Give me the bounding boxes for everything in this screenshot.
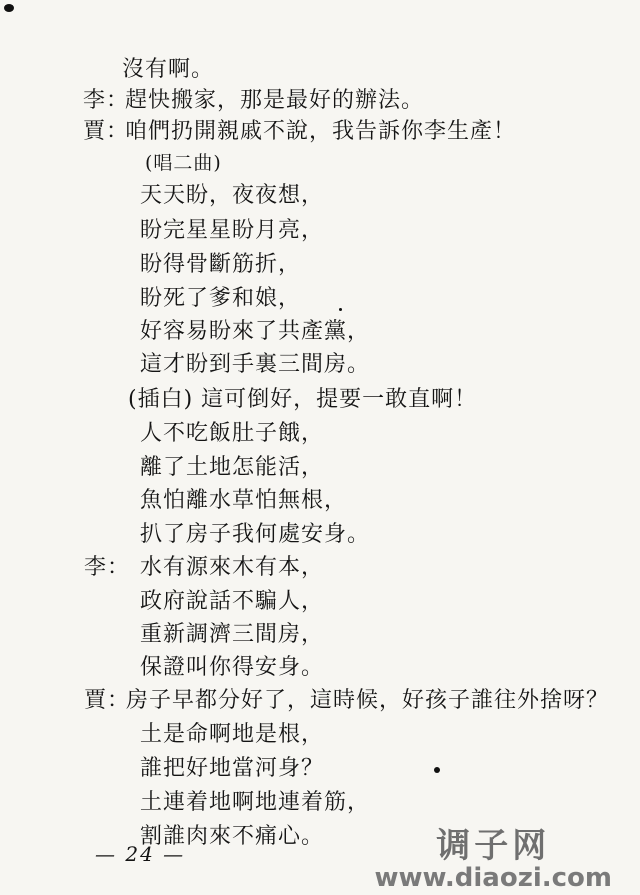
line-19: 保證叫你得安身。	[140, 655, 325, 680]
line-21: 土是命啊地是根，	[140, 722, 325, 747]
scan-smudge	[4, 4, 14, 12]
watermark-url: www.diaozi.com	[374, 863, 612, 893]
watermark-title: 调子网	[436, 826, 551, 866]
speaker-li-verse: 李：	[84, 555, 131, 580]
line-7: 盼得骨斷筋折，	[140, 252, 302, 277]
speaker-jia-2: 賈：	[84, 688, 131, 713]
page-number: — 24 —	[95, 842, 186, 866]
line-3-text: 咱們扔開親戚不說，我告訴你李生產！	[125, 119, 517, 144]
ink-dot	[434, 767, 440, 773]
line-2	[83, 87, 424, 115]
line-14: 魚怕離水草怕無根，	[140, 488, 348, 513]
line-18: 重新調濟三間房，	[140, 622, 325, 647]
line-6: 盼完星星盼月亮，	[140, 218, 325, 243]
speaker-jia: 賈：	[83, 119, 130, 144]
line-15: 扒了房子我何處安身。	[140, 522, 371, 547]
line-23: 土連着地啊地連着筋，	[140, 790, 371, 815]
watermark	[375, 818, 613, 893]
line-8: 盼死了爹和娘，	[140, 286, 302, 311]
line-16	[84, 554, 324, 582]
line-11: (插白) 這可倒好，提要一敢直啊！	[128, 387, 478, 412]
line-5: 天天盼，夜夜想，	[140, 183, 325, 208]
line-12: 人不吃飯肚子餓，	[140, 421, 325, 446]
line-10: 這才盼到手裏三間房。	[140, 352, 371, 377]
line-2-text: 趕快搬家，那是最好的辦法。	[125, 88, 425, 113]
line-22: 誰把好地當河身？	[140, 756, 325, 781]
line-20-text: 房子早都分好了，這時候，好孩子誰往外捨呀？	[126, 688, 610, 713]
line-16-text: 水有源來木有本，	[140, 555, 325, 580]
line-24: 割誰肉來不痛心。	[140, 824, 325, 849]
line-1: 沒有啊。	[122, 57, 215, 82]
speaker-li: 李：	[83, 88, 130, 113]
line-4: (唱二曲)	[145, 152, 222, 174]
line-20	[84, 687, 609, 715]
ink-dot-small	[339, 308, 342, 311]
line-17: 政府說話不騙人，	[140, 589, 325, 614]
line-9: 好容易盼來了共產黨，	[140, 319, 371, 344]
line-3	[83, 118, 516, 146]
line-13: 離了土地怎能活，	[140, 455, 325, 480]
